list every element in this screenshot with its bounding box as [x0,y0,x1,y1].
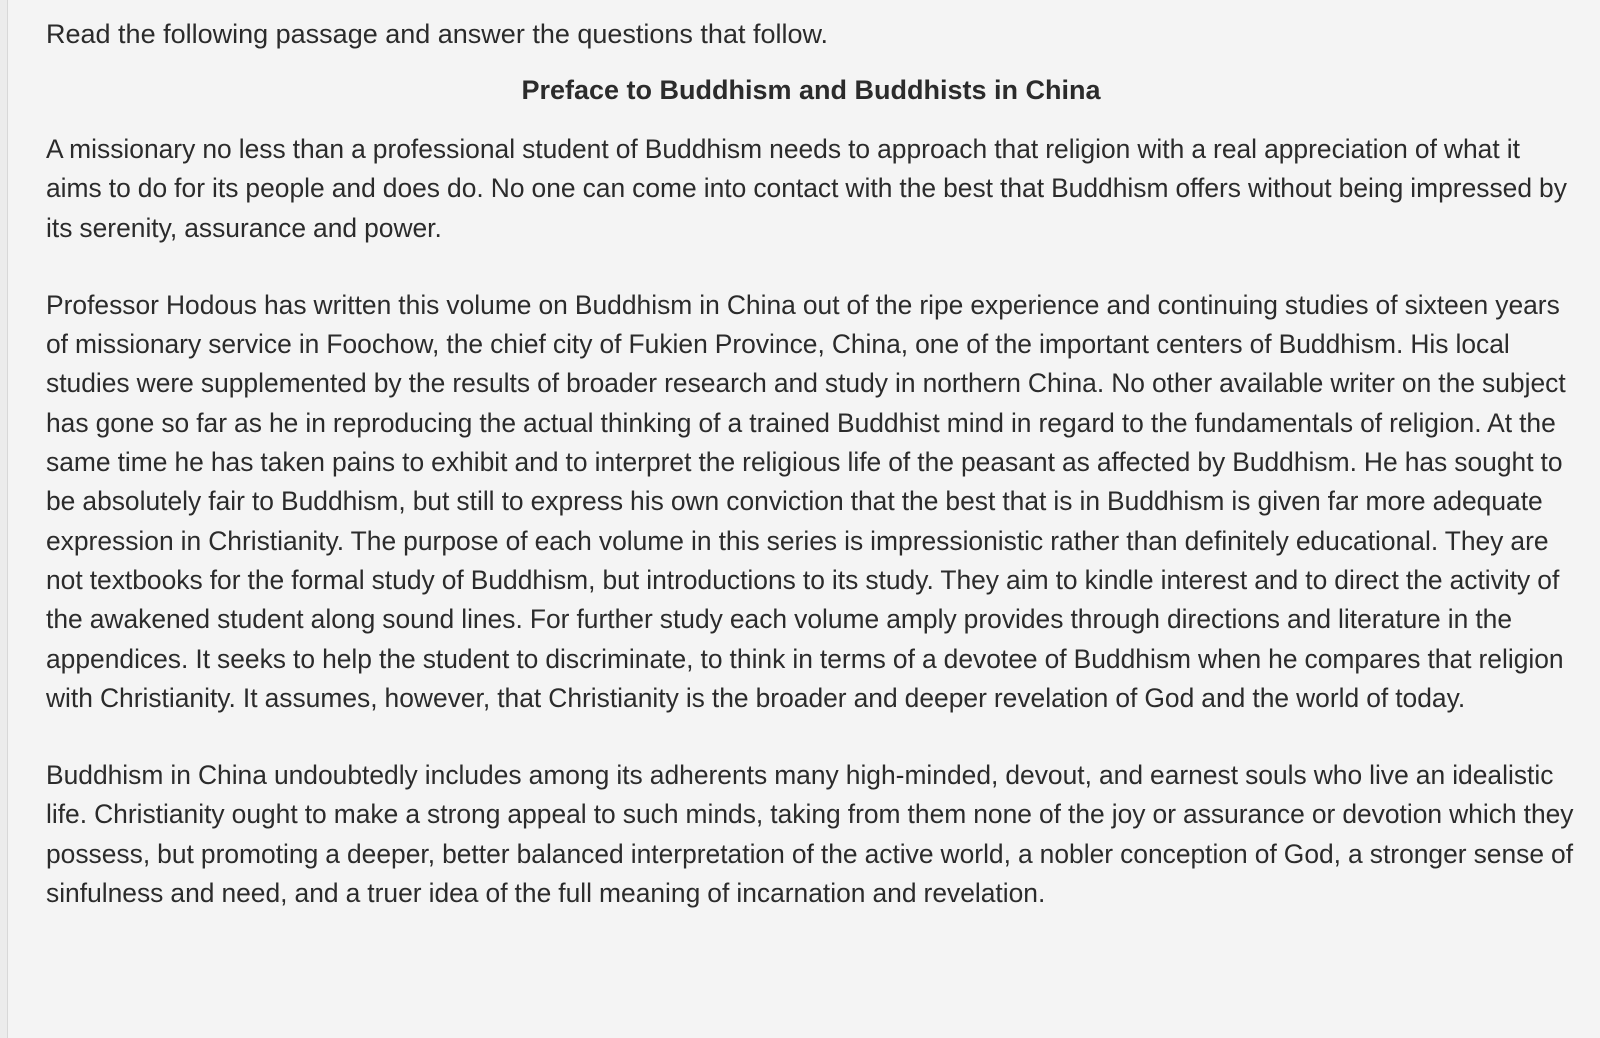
passage-title: Preface to Buddhism and Buddhists in China [521,75,1101,105]
passage-paragraph-2: Professor Hodous has written this volume on Buddhism in China out of the ripe experience and continuing studies of sixteen years of missionary service in Foochow, the chief city of Fukien Province, China, one of the important centers of Buddhism. His local studies were supplemented by the results of broader research and study in northern China. No other available writer on the subject has gone so far as he in reproducing the actual thinking of a trained Buddhist mind in regard to the fundamentals of religion. At the same time he has taken pains to exhibit and to interpret the religious life of the peasant as affected by Buddhism. He has sought to be absolutely fair to Buddhism, but still to express his own conviction that the best that is in Buddhism is given far more adequate expression in Christianity. The purpose of each volume in this series is impressionistic rather than definitely educational. They are not textbooks for the formal study of Buddhism, but introductions to its study. They aim to kindle interest and to direct the activity of the awakened student along sound lines. For further study each volume amply provides through directions and literature in the appendices. It seeks to help the student to discriminate, to think in terms of a devotee of Buddhism when he compares that religion with Christianity. It assumes, however, that Christianity is the broader and deeper revelation of God and the world of today. [46,289,1566,713]
left-border [0,0,8,1038]
passage-paragraph-1: A missionary no less than a professional student of Buddhism needs to approach that religion with a real appreciation of what it aims to do for its people and does do. No one can come into contact with the best that Buddhism offers without being impressed by its serenity, assurance and power. [46,134,1567,243]
reading-pane [46,14,1576,913]
instruction-text: Read the following passage and answer the questions that follow. [46,19,829,49]
passage-body [46,130,1576,913]
passage-paragraph-3: Buddhism in China undoubtedly includes among its adherents many high-minded, devout, and earnest souls who live an idealistic life. Christianity ought to make a strong appeal to such minds, taking from them none of the joy or assurance or devotion which they possess, but promoting a deeper, better balanced interpretation of the active world, a nobler conception of God, a stronger sense of sinfulness and need, and a truer idea of the full meaning of incarnation and revelation. [46,760,1574,909]
